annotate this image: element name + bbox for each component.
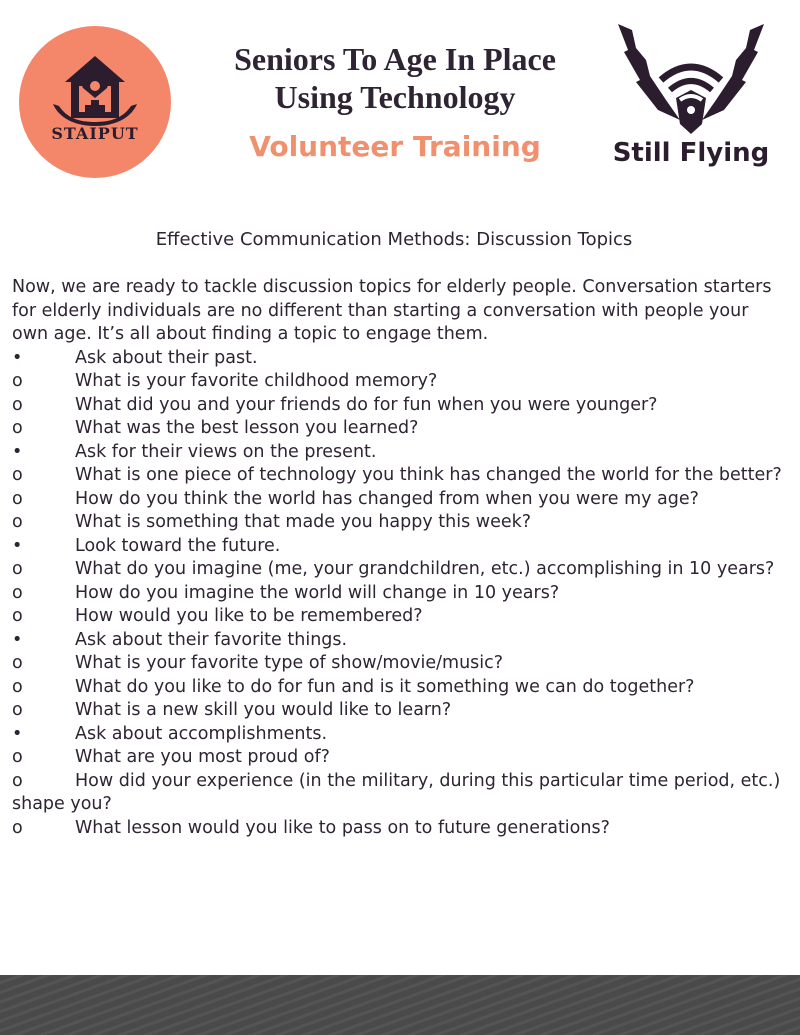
list-item-text: How did your experience (in the military, during this particular time period, etc.) shape you? — [12, 770, 781, 814]
bullet-marker: • — [12, 723, 23, 744]
sub-bullet-marker: o — [12, 371, 23, 391]
list-item — [12, 535, 788, 559]
list-item-text: Ask about their past. — [75, 347, 258, 368]
list-item — [12, 746, 788, 770]
list-item — [12, 347, 788, 371]
page-subtitle: Volunteer Training — [249, 130, 541, 163]
sub-bullet-marker: o — [12, 606, 23, 626]
list-item-text: What is a new skill you would like to learn? — [75, 700, 452, 720]
staiput-logo-text: STAIPUT — [51, 124, 139, 143]
list-item-text: What do you imagine (me, your grandchildren, etc.) accomplishing in 10 years? — [75, 559, 775, 579]
sub-bullet-marker: o — [12, 770, 23, 791]
list-item-text: What is your favorite type of show/movie/music? — [75, 653, 504, 673]
page-title-line-2: Using Technology — [274, 79, 516, 115]
bullet-marker: • — [12, 629, 23, 650]
list-item-text: Look toward the future. — [75, 535, 281, 556]
staiput-logo — [19, 26, 171, 178]
list-item-text: What is your favorite childhood memory? — [75, 371, 438, 391]
list-item — [12, 441, 788, 465]
list-item-text: Ask about their favorite things. — [75, 629, 348, 650]
page-title-line-1: Seniors To Age In Place — [234, 41, 556, 77]
list-item-text: What was the best lesson you learned? — [75, 418, 419, 438]
list-item — [12, 558, 788, 582]
sub-bullet-marker: o — [12, 418, 23, 438]
list-item-text: Ask about accomplishments. — [75, 723, 328, 744]
list-item-text: What is one piece of technology you think has changed the world for the better? — [75, 465, 782, 485]
list-item-text: What did you and your friends do for fun when you were younger? — [75, 394, 658, 415]
topic-list — [12, 347, 788, 841]
document-body — [12, 276, 788, 840]
sub-bullet-marker: o — [12, 700, 23, 720]
sub-bullet-marker: o — [12, 582, 23, 603]
sub-bullet-marker: o — [12, 676, 23, 697]
bullet-marker: • — [12, 441, 23, 462]
list-item — [12, 770, 788, 817]
winged-wifi-icon — [606, 20, 776, 140]
sub-bullet-marker: o — [12, 559, 23, 579]
section-heading: Effective Communication Methods: Discussion Topics — [155, 229, 633, 250]
list-item — [12, 394, 788, 418]
intro-paragraph: Now, we are ready to tackle discussion topics for elderly people. Conversation starters for elderly individuals are no different than starting a conversation with people your own age. It’s all about finding a topic to engage them. — [12, 277, 772, 344]
list-item — [12, 511, 788, 535]
title-block — [190, 40, 600, 163]
list-item — [12, 676, 788, 700]
bullet-marker: • — [12, 347, 23, 368]
sub-bullet-marker: o — [12, 653, 23, 673]
sub-bullet-marker: o — [12, 512, 23, 532]
bullet-marker: • — [12, 535, 23, 556]
footer-band — [0, 975, 800, 1035]
sub-bullet-marker: o — [12, 747, 23, 767]
still-flying-logo-text: Still Flying — [612, 138, 770, 168]
still-flying-logo — [606, 20, 776, 185]
list-item — [12, 605, 788, 629]
page-header — [0, 0, 800, 200]
list-item-text: How do you imagine the world will change in 10 years? — [75, 582, 560, 603]
list-item-text: Ask for their views on the present. — [75, 441, 377, 462]
list-item-text: What are you most proud of? — [75, 747, 330, 767]
list-item — [12, 699, 788, 723]
list-item-text: What lesson would you like to pass on to future generations? — [75, 817, 610, 838]
list-item-text: What is something that made you happy this week? — [75, 512, 532, 532]
house-hands-icon — [19, 26, 171, 178]
list-item — [12, 370, 788, 394]
list-item — [12, 817, 788, 841]
list-item — [12, 417, 788, 441]
sub-bullet-marker: o — [12, 465, 23, 485]
list-item — [12, 488, 788, 512]
sub-bullet-marker: o — [12, 394, 23, 415]
list-item-text: How do you think the world has changed from when you were my age? — [75, 488, 699, 509]
sub-bullet-marker: o — [12, 817, 23, 838]
sub-bullet-marker: o — [12, 488, 23, 509]
list-item — [12, 629, 788, 653]
list-item-text: What do you like to do for fun and is it something we can do together? — [75, 676, 695, 697]
list-item — [12, 582, 788, 606]
list-item — [12, 464, 788, 488]
list-item-text: How would you like to be remembered? — [75, 606, 423, 626]
list-item — [12, 723, 788, 747]
list-item — [12, 652, 788, 676]
